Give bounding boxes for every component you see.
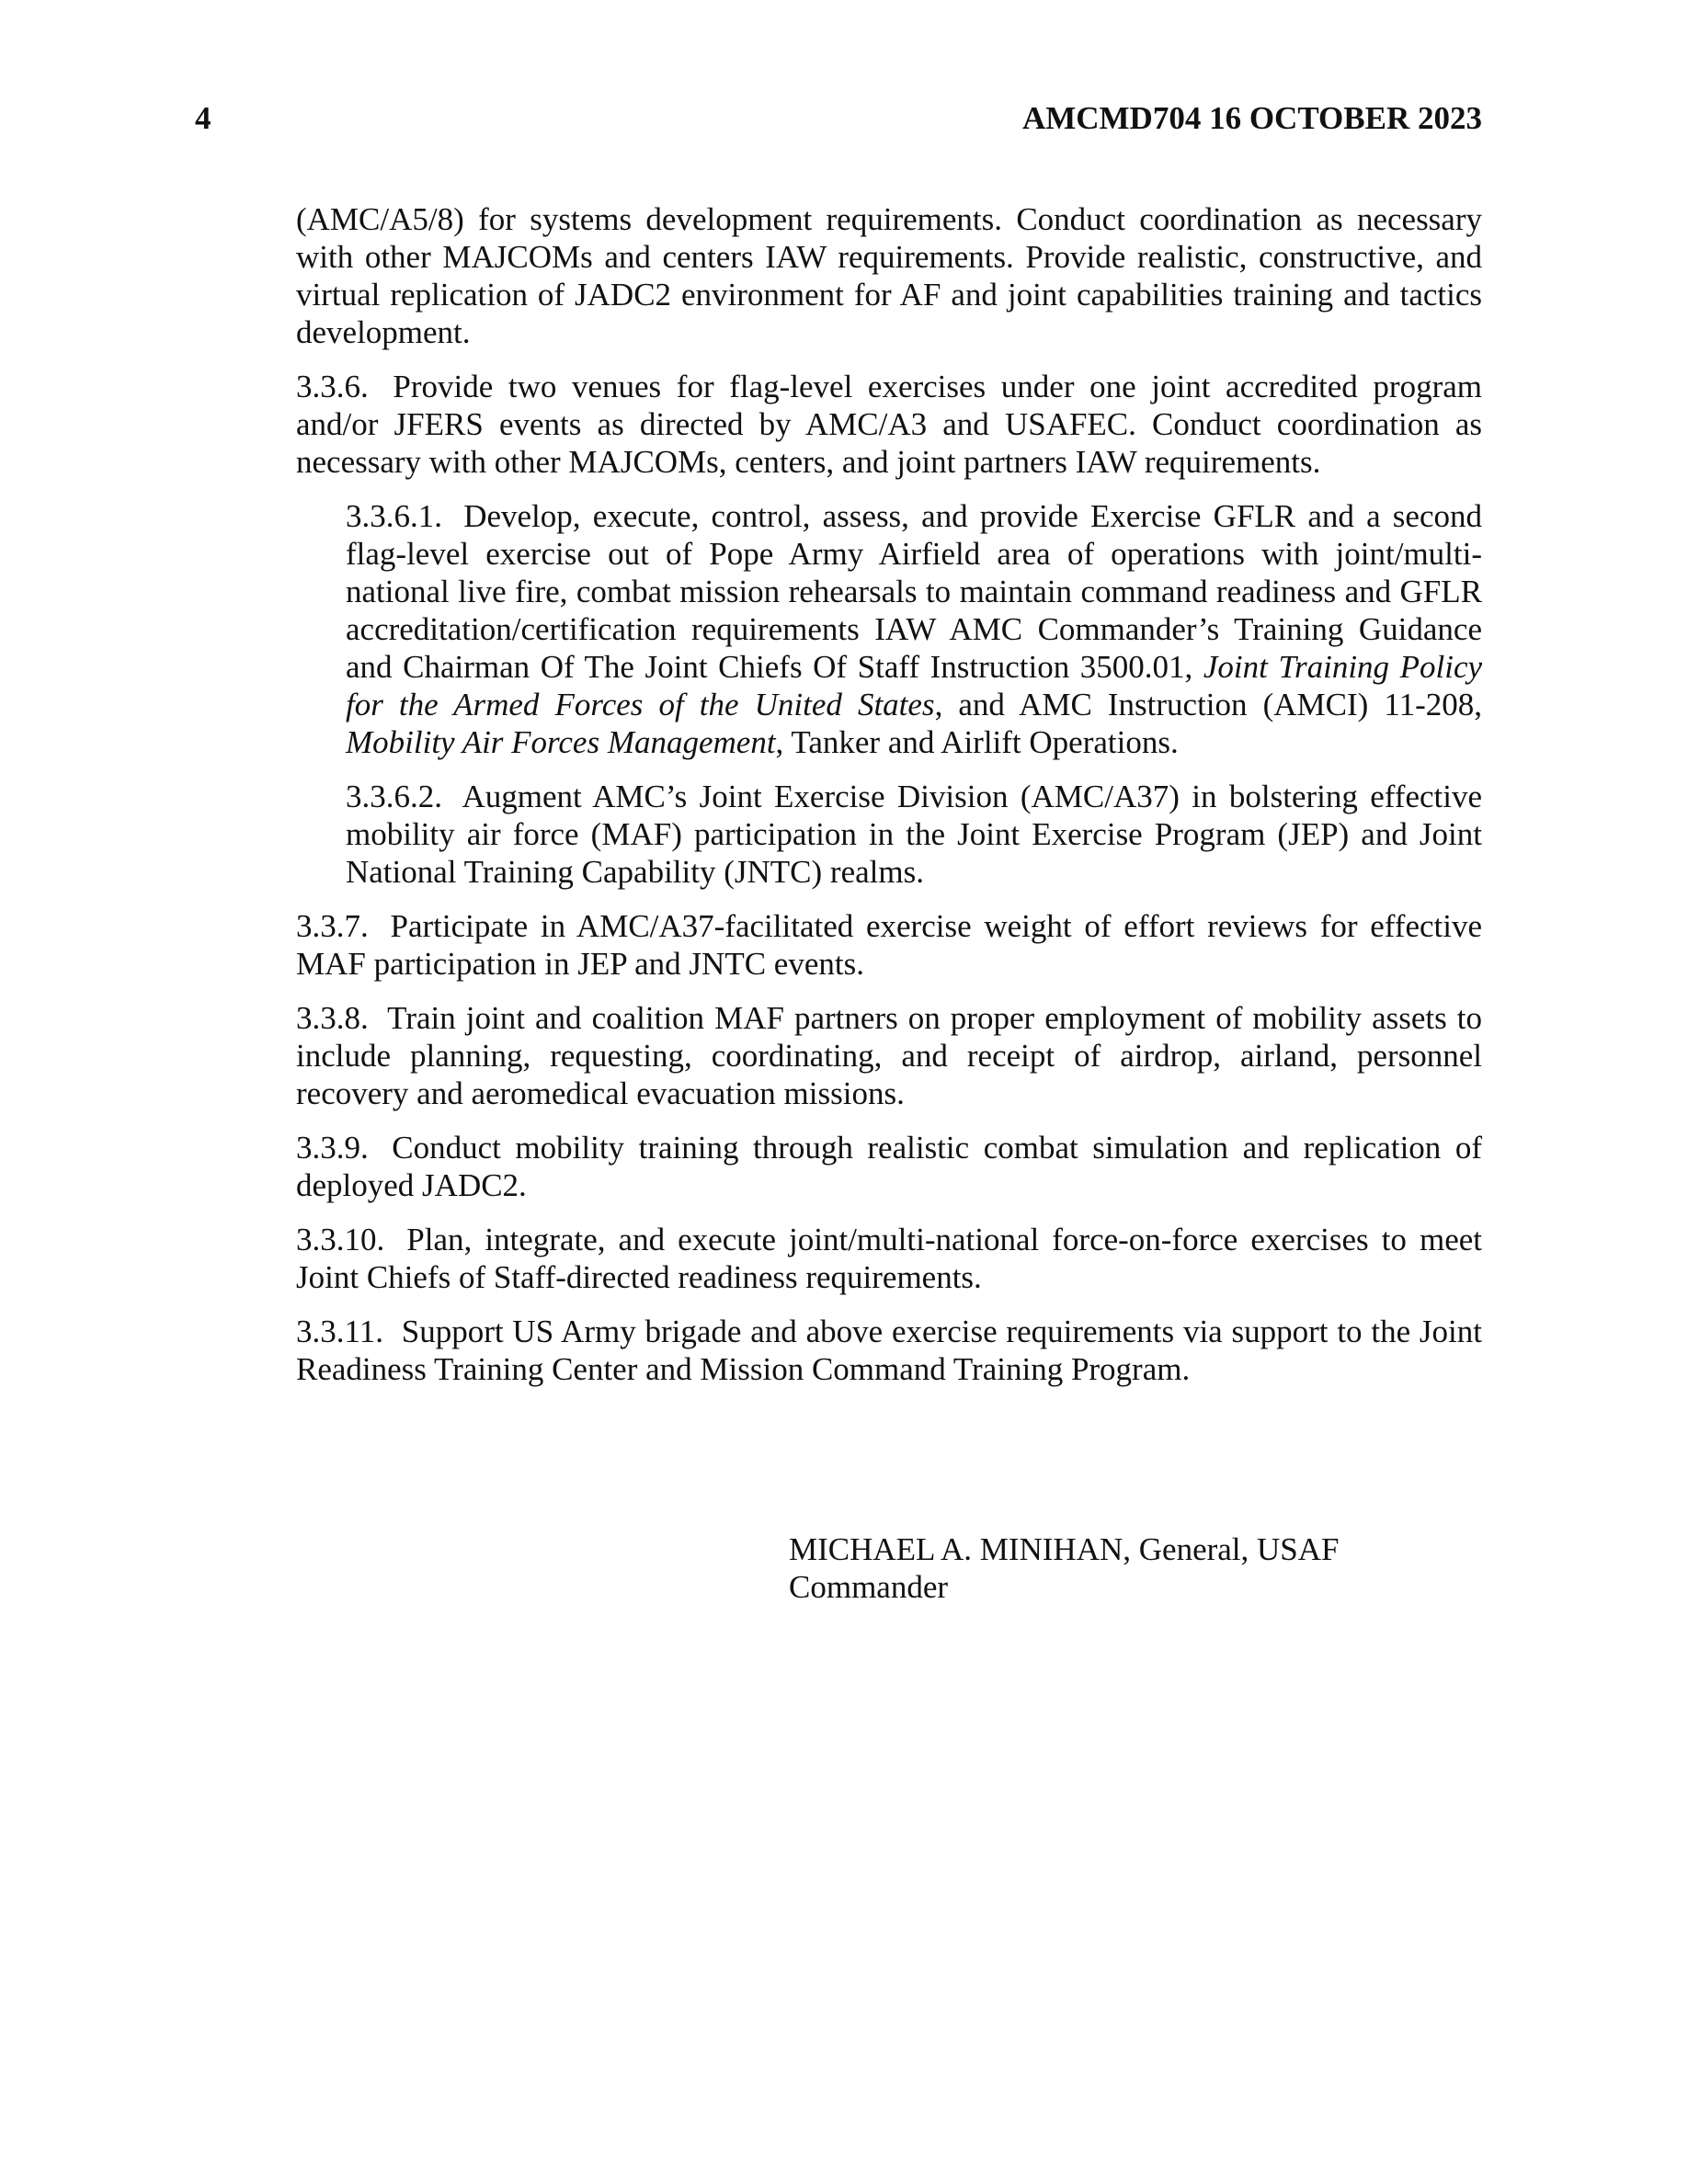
paragraph-3-3-9	[296, 1129, 1482, 1204]
paragraph-text: Plan, integrate, and execute joint/multi-national force-on-force exercises to meet Joint Chiefs of Staff-directed readiness requirements.	[296, 1222, 1482, 1295]
paragraph-number: 3.3.6.	[296, 369, 369, 404]
paragraph-3-3-7	[296, 907, 1482, 983]
paragraph-text: Support US Army brigade and above exercise requirements via support to the Joint Readiness Training Center and Mission Command Training Program.	[296, 1314, 1482, 1387]
paragraph-number: 3.3.9.	[296, 1130, 369, 1166]
signatory-title: Commander	[789, 1569, 949, 1605]
document-id: AMCMD704 16 OCTOBER 2023	[1021, 100, 1482, 136]
paragraph-text: (AMC/A5/8) for systems development requirements. Conduct coordination as necessary with other MAJCOMs and centers IAW requirements. Provide realistic, constructive, and virtual replication of JADC2 environment for AF and joint capabilities training and tactics development.	[296, 201, 1482, 350]
paragraph-3-3-6	[296, 368, 1482, 481]
paragraph-3-3-6-2	[346, 778, 1482, 891]
paragraph-text: Develop, execute, control, assess, and provide Exercise GFLR and a second flag-level exercise out of Pope Army Airfield area of operations with joint/multi-national live fire, combat mission rehearsals to maintain command readiness and GFLR accreditation/certification requirements IAW AMC Commander’s Training Guidance and Chairman Of The Joint Chiefs Of Staff Instruction 3500.01,	[346, 498, 1482, 685]
paragraph-number: 3.3.11.	[296, 1314, 383, 1349]
paragraph-number: 3.3.6.2.	[346, 779, 442, 814]
paragraph-3-3-6-1	[346, 497, 1482, 761]
paragraph-text: Augment AMC’s Joint Exercise Division (AMC/A37) in bolstering effective mobility air force (MAF) participation in the Joint Exercise Program (JEP) and Joint National Training Capability (JNTC) realms.	[346, 779, 1482, 890]
page-number: 4	[195, 100, 211, 136]
paragraph-number: 3.3.7.	[296, 908, 369, 944]
paragraph-text: Provide two venues for flag-level exercises under one joint accredited program and/or JFERS events as directed by AMC/A3 and USAFEC. Conduct coordination as necessary with other MAJCOMs, centers, and joint partners IAW requirements.	[296, 369, 1482, 480]
signature-block	[789, 1530, 1340, 1606]
page-header	[195, 96, 1482, 142]
paragraph-3-3-10	[296, 1221, 1482, 1296]
paragraph-text: Participate in AMC/A37-facilitated exercise weight of effort reviews for effective MAF participation in JEP and JNTC events.	[296, 908, 1483, 982]
paragraph-text: Conduct mobility training through realistic combat simulation and replication of deployed JADC2.	[296, 1130, 1483, 1203]
publication-title: Joint Training Policy for the Armed Forces of the United States	[346, 649, 1483, 722]
paragraph-text: , Tanker and Airlift Operations.	[775, 724, 1179, 760]
paragraph-text: Train joint and coalition MAF partners on proper employment of mobility assets to include planning, requesting, coordinating, and receipt of airdrop, airland, personnel recovery and aeromedical evacuation missions.	[296, 1000, 1482, 1111]
paragraph-3-3-8	[296, 999, 1482, 1112]
signatory-name: MICHAEL A. MINIHAN, General, USAF	[789, 1531, 1340, 1567]
paragraph-3-3-11	[296, 1313, 1482, 1388]
paragraph-text: , and AMC Instruction (AMCI) 11-208,	[934, 687, 1482, 722]
paragraph-number: 3.3.6.1.	[346, 498, 442, 534]
paragraph-number: 3.3.8.	[296, 1000, 369, 1036]
document-body	[296, 200, 1482, 1405]
paragraph-continuation	[296, 200, 1482, 351]
paragraph-number: 3.3.10.	[296, 1222, 385, 1257]
publication-title: Mobility Air Forces Management	[346, 724, 776, 760]
